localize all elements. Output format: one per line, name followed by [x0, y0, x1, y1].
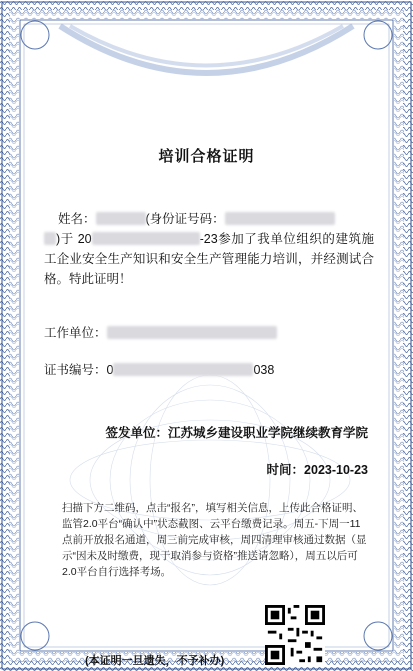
id-label: (身份证号码：: [145, 212, 225, 226]
redacted-date-range: [92, 232, 200, 245]
work-unit-row: [44, 323, 277, 341]
qr-code[interactable]: [265, 605, 325, 665]
redacted-name: [96, 212, 146, 225]
time-value: 2023-10-23: [304, 463, 368, 477]
issuing-unit: 签发单位：江苏城乡建设职业学院继续教育学院: [105, 426, 368, 440]
certificate-body: [44, 209, 374, 289]
training-date-prefix: )于 20: [56, 232, 92, 246]
cert-no-row: [44, 360, 274, 378]
certificate-title: 培训合格证明: [158, 148, 255, 165]
instructions-notice: 扫描下方二维码，点击“报名”，填写相关信息，上传此合格证明、监管2.0平台“确认中”状态截图、云平台缴费记录。周五-下周一11点前开放报名通道，周三前完成审核，周四清理审核通过数据（显示“因未及时缴费，现于取消参与资格”推送请忽略），周五以后可2.0平台自行选择考场。: [62, 502, 367, 578]
issue-time: [267, 460, 368, 478]
redacted-id-number: [225, 212, 335, 225]
redacted-cert-no: [113, 363, 253, 376]
cert-no-label: 证书编号：: [44, 363, 107, 377]
redacted-work-unit: [107, 326, 277, 339]
work-unit-label: 工作单位：: [44, 326, 107, 340]
footer-note: (本证明一旦遗失，不予补办): [85, 655, 225, 667]
time-label: 时间：: [266, 463, 305, 477]
cert-no-prefix: 0: [106, 363, 114, 377]
redacted-id-tail: [44, 232, 56, 245]
training-statement: -23参加了我单位组织的建筑施工企业安全生产知识和安全生产管理能力培训，并经测试合格。特此证明！: [44, 232, 374, 286]
name-label: 姓名：: [58, 212, 96, 226]
cert-no-suffix: 038: [253, 363, 275, 377]
